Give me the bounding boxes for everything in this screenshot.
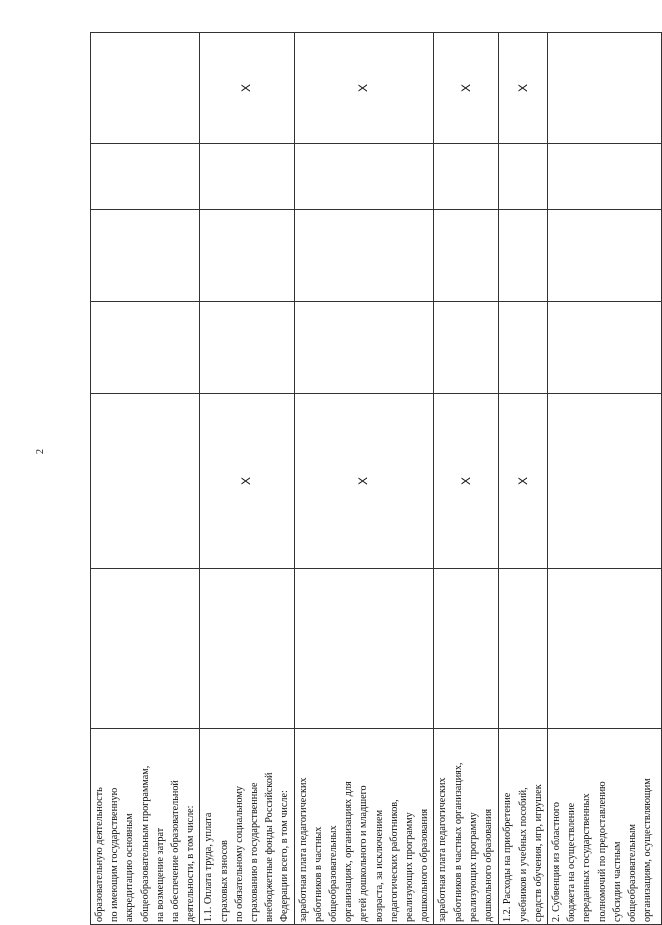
mark-cell <box>294 302 434 394</box>
row-description: 1.2. Расходы на приобретение учебников и учебных пособий, средств обучения, игр, игрушек <box>499 729 548 925</box>
table-row <box>548 33 662 925</box>
mark-cell <box>499 302 548 394</box>
mark-cell <box>294 569 434 729</box>
mark-cell <box>200 302 294 394</box>
mark-cell: X <box>294 33 434 144</box>
table-row <box>434 33 499 925</box>
mark-cell <box>499 144 548 210</box>
mark-cell <box>91 569 200 729</box>
mark-cell <box>200 144 294 210</box>
mark-cell <box>294 144 434 210</box>
row-description: заработная плата педагогических работников в частных организациях, реализующих программу дошкольного образования <box>434 729 499 925</box>
row-description: заработная плата педагогических работников в частных общеобразовательных организациях, организациях для детей дошкольного и младшего возраста, за исключением педагогических работников, реализующих программу дошкольного образования <box>294 729 434 925</box>
mark-cell <box>499 569 548 729</box>
mark-cell <box>200 210 294 302</box>
row-description: 1.1. Оплата труда, уплата страховых взносов по обязательному социальному страхованию в государственные внебюджетные фонды Российской Федерации всего, в том числе: <box>200 729 294 925</box>
mark-cell <box>91 302 200 394</box>
mark-cell <box>434 302 499 394</box>
mark-cell: X <box>294 394 434 569</box>
table-row <box>499 33 548 925</box>
mark-cell <box>499 210 548 302</box>
table-row <box>294 33 434 925</box>
mark-cell <box>548 394 662 569</box>
page-number: 2 <box>35 449 46 454</box>
report-table <box>90 32 662 925</box>
row-description: 2. Субвенция из областного бюджета на осуществление переданных государственных полномочий по предоставлению субсидии частным общеобразовательным организациям, осуществляющим <box>548 729 662 925</box>
mark-cell <box>548 144 662 210</box>
mark-cell <box>91 144 200 210</box>
mark-cell: X <box>200 33 294 144</box>
mark-cell <box>548 569 662 729</box>
mark-cell <box>91 210 200 302</box>
mark-cell <box>91 33 200 144</box>
mark-cell <box>434 144 499 210</box>
mark-cell: X <box>499 33 548 144</box>
mark-cell: X <box>434 394 499 569</box>
mark-cell: X <box>200 394 294 569</box>
mark-cell <box>548 210 662 302</box>
mark-cell <box>548 302 662 394</box>
mark-cell: X <box>434 33 499 144</box>
table-body <box>91 33 662 925</box>
mark-cell <box>200 569 294 729</box>
mark-cell <box>91 394 200 569</box>
mark-cell <box>294 210 434 302</box>
report-table-rotated <box>90 33 654 925</box>
mark-cell <box>434 569 499 729</box>
table-row <box>200 33 294 925</box>
table-row <box>91 33 200 925</box>
mark-cell <box>548 33 662 144</box>
row-description: образовательную деятельность по имеющим государственную аккредитацию основным общеобразовательным программам, на возмещение затрат на обеспечение образовательной деятельности, в том числе: <box>91 729 200 925</box>
mark-cell <box>434 210 499 302</box>
mark-cell: X <box>499 394 548 569</box>
